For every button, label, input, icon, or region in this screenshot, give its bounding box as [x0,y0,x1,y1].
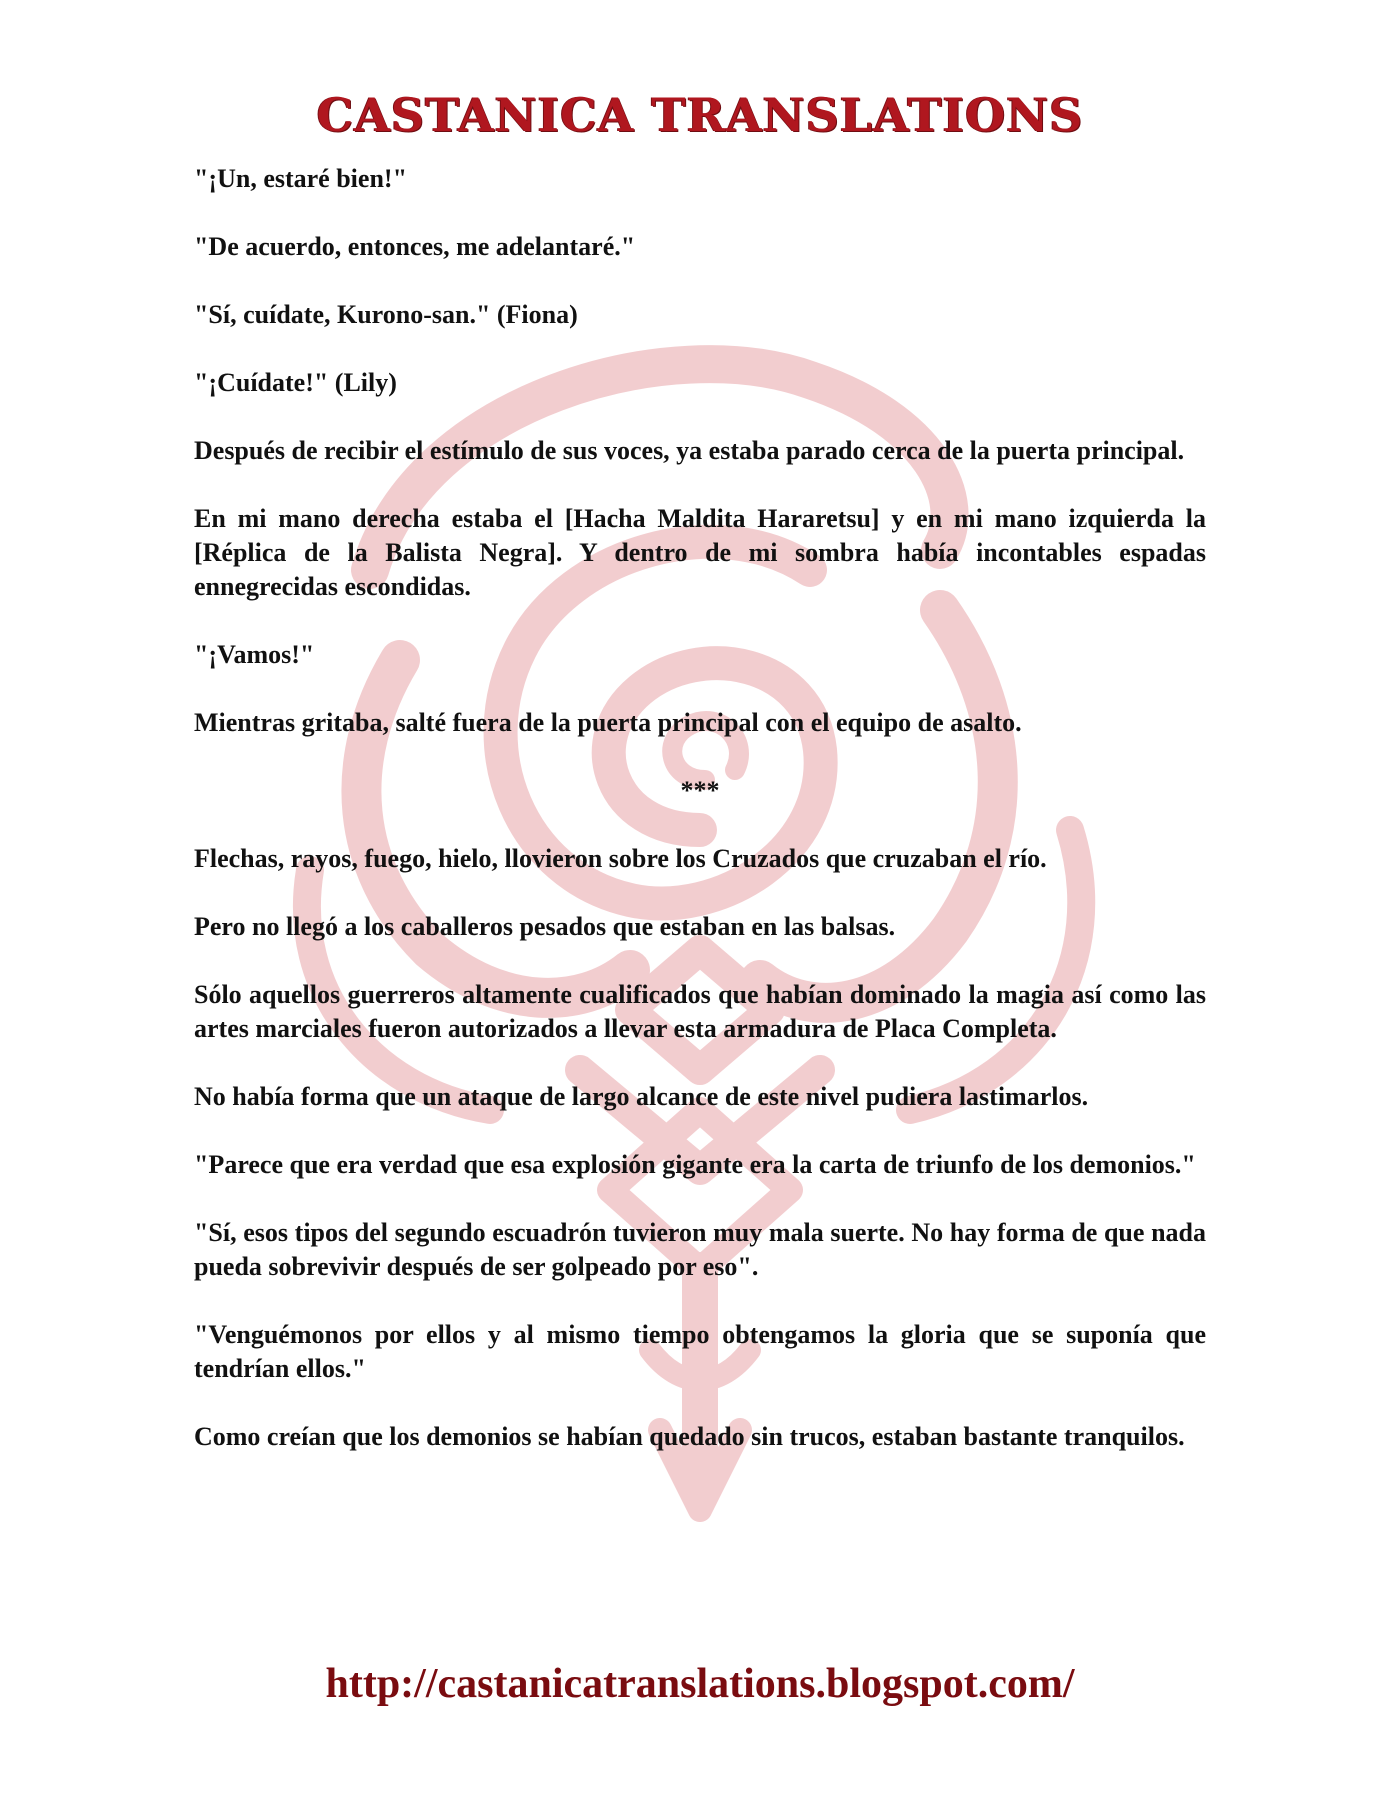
paragraph: Flechas, rayos, fuego, hielo, llovieron sobre los Cruzados que cruzaban el río. [194,844,1047,873]
paragraph: "Parece que era verdad que esa explosión gigante era la carta de triunfo de los demonios." [194,1150,1196,1179]
paragraph: "Sí, esos tipos del segundo escuadrón tuvieron muy mala suerte. No hay forma de que nada pueda sobrevivir después de ser golpeado por eso". [194,1218,1206,1281]
paragraph: "¡Un, estaré bien!" [194,164,408,193]
paragraph: Después de recibir el estímulo de sus voces, ya estaba parado cerca de la puerta principal. [194,436,1185,465]
site-title: CASTANICA TRANSLATIONS [316,88,1084,142]
paragraph: "¡Cuídate!" (Lily) [194,368,397,397]
paragraph: En mi mano derecha estaba el [Hacha Maldita Hararetsu] y en mi mano izquierda la [Réplica de la Balista Negra]. Y dentro de mi sombra había incontables espadas ennegrecidas escondidas. [194,504,1206,601]
document-body [194,162,1206,1488]
paragraph: Pero no llegó a los caballeros pesados que estaban en las balsas. [194,912,896,941]
blog-url-link[interactable]: http://castanicatranslations.blogspot.com/ [325,1661,1075,1707]
paragraph: "Sí, cuídate, Kurono-san." (Fiona) [194,300,578,329]
paragraph: Mientras gritaba, salté fuera de la puerta principal con el equipo de asalto. [194,708,1022,737]
paragraph: "Venguémonos por ellos y al mismo tiempo obtengamos la gloria que se suponía que tendrían ellos." [194,1320,1206,1383]
scene-break: *** [680,776,720,805]
paragraph: "¡Vamos!" [194,640,315,669]
paragraph: "De acuerdo, entonces, me adelantaré." [194,232,636,261]
paragraph: No había forma que un ataque de largo alcance de este nivel pudiera lastimarlos. [194,1082,1089,1111]
paragraph: Sólo aquellos guerreros altamente cualificados que habían dominado la magia así como las artes marciales fueron autorizados a llevar esta armadura de Placa Completa. [194,980,1206,1043]
paragraph: Como creían que los demonios se habían quedado sin trucos, estaban bastante tranquilos. [194,1422,1185,1451]
